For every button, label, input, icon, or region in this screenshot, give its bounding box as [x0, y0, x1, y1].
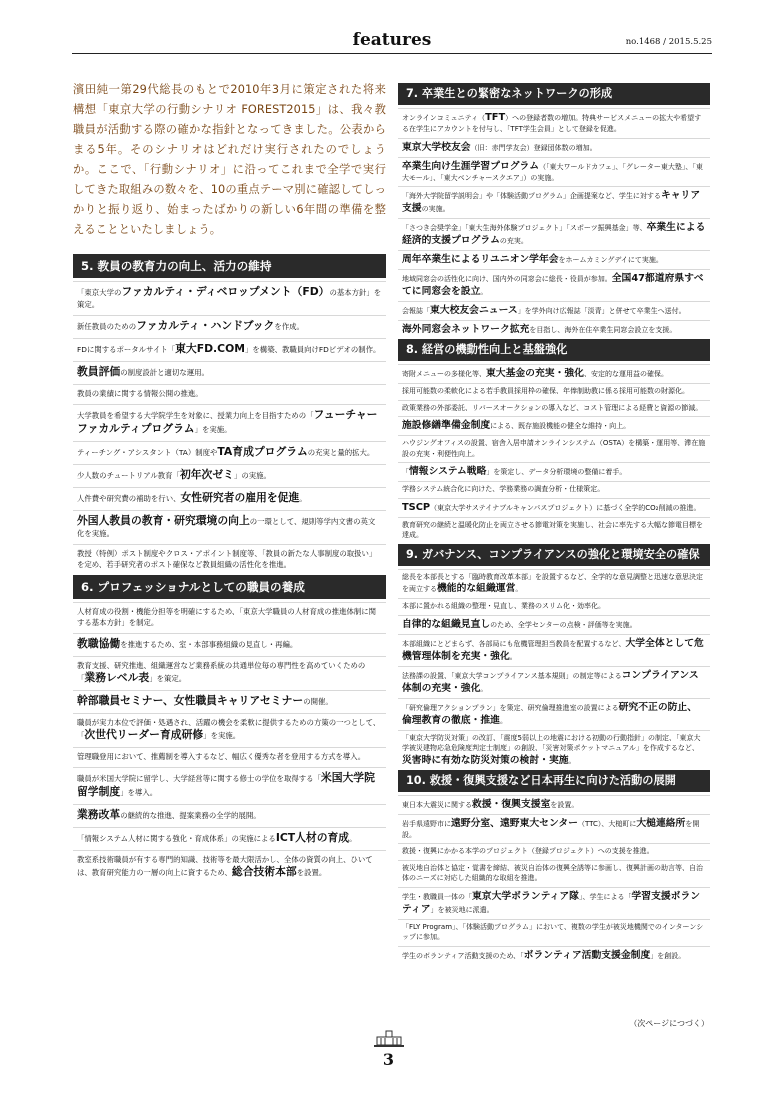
item-text: 教授（特例）ポスト制度やクロス・アポイント制度等、「教員の新たな人事制度の取扱い」を定め、若手研究者のポスト確保など教員組織の活性化を推進。 — [77, 549, 377, 569]
bullet-item — [73, 361, 386, 382]
bullet-item — [398, 269, 710, 300]
item-text: 本部組織にとどまらず、各部局にも危機管理担当教員を配置するなど、 — [402, 639, 626, 648]
item-text: 。 — [515, 585, 523, 593]
item-text: （TTC）、大槌町に — [577, 819, 637, 828]
item-text: 。 — [480, 288, 488, 296]
item-text: 被災地自治体と協定・覚書を締結、被災自治体の復興全誘等に参画し、復興計画の助言等、自治体のニーズに対応した組織的な取組を推進。 — [402, 863, 703, 882]
item-text: 教育支援、研究推進、組織運営など業務系統の共通単位毎の専門性を高めていくための「 — [77, 661, 366, 683]
item-highlight: 幹部職員セミナー、女性職員キャリアセミナー — [77, 694, 304, 707]
section-7 — [398, 83, 710, 338]
section-heading: 9. ガバナンス、コンプライアンスの強化と環境安全の確保 — [398, 544, 710, 566]
bullet-item — [398, 698, 710, 729]
item-highlight: キャリア支援 — [402, 190, 701, 214]
item-text: 政策業務の外部委託、リバースオークションの導入など、コスト管理による経費と資源の節減。 — [402, 403, 703, 412]
item-text: 学務システム統合化に向けた、学務業務の調査分析・仕様策定。 — [402, 485, 605, 493]
item-text: の一環として、規則等学内文書の英文化を実施。 — [77, 517, 376, 538]
item-highlight: 学習支援ボランティア — [402, 890, 701, 915]
bullet-item — [73, 441, 386, 462]
page-number: 3 — [382, 1050, 395, 1069]
page-footer — [0, 1028, 777, 1069]
bullet-item — [73, 804, 386, 825]
item-text: の基本方針」を策定。 — [77, 288, 382, 309]
item-text: （東京大学サステイナブルキャンパスプロジェクト）に基づく全学的CO₂削減の推進。 — [430, 503, 701, 512]
item-text: 。 — [480, 684, 488, 693]
bullet-item — [398, 435, 710, 461]
bullet-item — [73, 487, 386, 508]
bullet-item — [398, 887, 710, 918]
item-text: FDに関するポータルサイト「 — [77, 345, 176, 354]
item-highlight: 外国人教員の教育・研究環境の向上 — [77, 514, 250, 527]
item-text: 人材育成の役割・機能分担等を明確にするため、「東京大学職員の人材育成の推進体制に関する基本方針」を制定。 — [77, 607, 377, 627]
item-highlight: 次世代リーダー育成研修 — [84, 728, 204, 741]
item-text: を開設。 — [402, 819, 700, 839]
item-text: 「海外大学院留学説明会」や「体験活動プログラム」企画提案など、学生に対する — [402, 192, 661, 200]
item-text: 」を導入。 — [120, 788, 158, 797]
item-highlight: フューチャーファカルティプログラム — [77, 408, 378, 435]
item-highlight: 業務レベル表 — [84, 671, 150, 684]
bullet-item — [73, 602, 386, 631]
bullet-item — [73, 713, 386, 745]
continued-note: （次ページにつづく） — [629, 1019, 709, 1028]
bullet-item — [398, 186, 710, 217]
section-5 — [73, 254, 386, 573]
bullet-item — [398, 481, 710, 497]
bullet-item — [73, 690, 386, 711]
section-heading: 7. 卒業生との緊密なネットワークの形成 — [398, 83, 710, 105]
bullet-item — [398, 157, 710, 186]
item-highlight: 東大FD.COM — [175, 342, 246, 355]
item-highlight: TFT — [485, 112, 506, 123]
item-highlight: ボランティア活動支援金制度 — [523, 949, 651, 961]
item-text: 法務課の設置、「東京大学コンプライアンス基本規則」の制定等による — [402, 671, 622, 680]
item-text: （旧：赤門学友会）登録団体数の増加。 — [470, 143, 597, 152]
item-text: 職員が実力本位で評価・処遇され、活躍の機会を柔軟に提供するための方策の一つとして、「 — [77, 718, 381, 740]
bullet-item — [398, 634, 710, 665]
item-text: 」を被災地に派遣。 — [430, 905, 494, 914]
item-text: 。 — [499, 716, 507, 725]
bullet-item — [398, 919, 710, 945]
item-text: 。 — [568, 756, 576, 765]
item-highlight: 米国大学院留学制度 — [77, 771, 375, 798]
bullet-item — [73, 510, 386, 542]
section-8 — [398, 339, 710, 543]
item-text: 教室系技術職員が有する専門的知識、技術等を最大限活かし、全体の資質の向上、ひいては、教育研究能力の一層の向上に資するため、 — [77, 855, 373, 877]
item-highlight: 周年卒業生によるリユニオン学年会 — [402, 254, 559, 265]
item-highlight: 初年次ゼミ — [179, 468, 234, 481]
bullet-item — [73, 404, 386, 439]
item-text: 職員が米国大学院に留学し、大学経営等に関する修士の学位を取得する「 — [77, 774, 321, 783]
item-text: オンラインコミュニティ（ — [402, 114, 486, 122]
item-text: 岩手県遠野市に — [402, 819, 451, 828]
item-text: 」の実施。 — [233, 471, 271, 480]
item-text: 」、学生による「 — [578, 892, 632, 901]
item-text: 東日本大震災に関する — [402, 800, 472, 809]
bullet-item — [398, 462, 710, 480]
item-highlight: 大槌連絡所 — [636, 817, 686, 829]
bullet-item — [398, 814, 710, 843]
section-heading: 6. プロフェッショナルとしての職員の養成 — [73, 575, 386, 599]
item-highlight: TSCP — [402, 501, 431, 513]
item-highlight: 東京大学ボランティア隊 — [472, 890, 579, 902]
intro-paragraph: 濱田純一第29代総長のもとで2010年3月に策定された将来構想「東京大学の行動シナリオ FOREST2015」は、我々教職員が活動する際の確かな指針となってきました。公表からまる5年。そのシナリオはどれだけ実行されたのでしょうか。ここで、「行動シナリオ」に沿ってこれまで全学で実行してきた取組みの数々を、10の重点テーマ別に確認してしっかりと振り返り、始まったばかりの新しい6年間の準備を整えることといたしましょう。 — [73, 83, 386, 236]
bullet-item — [398, 383, 710, 399]
item-highlight: 総合技術本部 — [231, 865, 297, 878]
right-column — [398, 83, 710, 965]
bullet-item — [73, 850, 386, 882]
bullet-item — [398, 218, 710, 249]
item-text: 教員の業績に関する情報公開の推進。 — [77, 389, 203, 398]
bullet-item — [398, 666, 710, 697]
bullet-item — [398, 730, 710, 769]
item-text: （「東大ワールドカフェ」、「グレーター東大塾」、「東大モール」、「東大ベンチャースクエア」）の実施。 — [402, 162, 703, 182]
item-highlight: 海外同窓会ネットワーク拡充 — [402, 324, 530, 335]
item-highlight: 東大基金の充実・強化 — [486, 368, 584, 379]
item-text: 」を構築、教職員向けFDビデオの制作。 — [245, 345, 381, 354]
item-highlight: 東京大学校友会 — [402, 141, 471, 153]
item-text: 総長を本部長とする「臨時教育改革本部」を設置するなど、全学的な意見調整と迅速な意思決定を両立する — [402, 572, 703, 593]
bullet-item — [398, 795, 710, 813]
section-heading: 5. 教員の教育力の向上、活力の維持 — [73, 254, 386, 278]
item-text: 採用可能数の柔軟化による若手教員採用枠の確保、年俸制助教に係る採用可能数の財源化。 — [402, 387, 689, 395]
item-highlight: 情報システム戦略 — [409, 466, 487, 477]
item-text: 会報誌「 — [402, 307, 430, 315]
bullet-item — [398, 598, 710, 614]
item-text: 。 — [299, 494, 307, 503]
item-text: 救援・復興にかかる本学のプロジェクト（登録プロジェクト）への支援を推進。 — [402, 847, 654, 855]
bullet-item — [398, 400, 710, 416]
item-highlight: 卒業生向け生涯学習プログラム — [402, 160, 540, 172]
item-highlight: 卒業生による経済的支援プログラム — [402, 222, 706, 246]
bullet-item — [73, 384, 386, 402]
bullet-item — [73, 281, 386, 313]
bullet-item — [398, 843, 710, 859]
bullet-item — [398, 517, 710, 543]
item-text: 「東京大学の — [77, 288, 122, 297]
item-text: 学生のボランティア活動支援のため、「 — [402, 951, 524, 960]
item-text: の実施。 — [421, 205, 450, 213]
item-text: 」を策定し、データ分析環境の整備に着手。 — [486, 468, 627, 476]
item-highlight: ファカルティ・ハンドブック — [136, 319, 275, 332]
university-building-icon — [372, 1028, 406, 1048]
section-6 — [73, 575, 386, 882]
item-text: 」を実施。 — [194, 425, 232, 434]
item-highlight: 業務改革 — [77, 808, 121, 821]
bullet-item — [73, 315, 386, 336]
bullet-item — [73, 767, 386, 802]
header-rule — [72, 53, 712, 54]
item-highlight: 大学全体として危機管理体制を充実・強化 — [402, 637, 704, 662]
item-text: 」を策定。 — [149, 674, 187, 683]
bullet-item — [398, 615, 710, 633]
item-text: 管理職登用において、推薦制を導入するなど、幅広く優秀な者を登用する方式を導入。 — [77, 752, 366, 761]
item-text: ティーチング・アシスタント（TA）制度や — [77, 448, 218, 457]
item-text: 教育研究の継続と温暖化防止を両立させる節電対策を実施し、社会に率先する大幅な節電目標を達成。 — [402, 520, 703, 539]
item-text: 「東京大学防災対策」の改訂、「震度5弱以上の地震における初動の行動指針」の制定、「東京大学被災建物応急危険度判定士制度」の創設、「災害対策ポケットマニュアル」を作成するなど、 — [402, 733, 701, 752]
bullet-item — [398, 138, 710, 156]
item-text: 「さつき会奨学金」「東大生海外体験プロジェクト」「スポーツ振興基金」等、 — [402, 224, 647, 232]
item-highlight: TA育成プログラム — [217, 445, 308, 458]
item-text: 」を実施。 — [203, 731, 241, 740]
item-text: による、既存施設機能の健全な維持・向上。 — [490, 422, 631, 430]
bullet-item — [73, 464, 386, 485]
item-highlight: 教員評価 — [77, 365, 121, 378]
item-highlight: ファカルティ・ディベロップメント（FD） — [121, 285, 330, 298]
item-text: 「情報システム人材に関する強化・育成体系」の実施による — [77, 834, 276, 843]
bullet-item — [398, 416, 710, 434]
item-text: 、安定的な運用益の確保。 — [583, 370, 668, 378]
item-text: をホームカミングデイにて実施。 — [558, 256, 663, 264]
item-highlight: 東大校友会ニュース — [430, 305, 518, 316]
item-text: 地域同窓会の活性化に向け、国内外の同窓会に総長・役員が参加。 — [402, 275, 612, 283]
item-text: の充実と量的拡大。 — [307, 448, 375, 457]
item-text: 「 — [402, 468, 409, 476]
item-text: のため、全学センターの点検・評価等を実施。 — [490, 620, 637, 629]
item-text: ハウジングオフィスの設置、宿舎入居申請オンラインシステム（OSTA）を構築・運用等、滞在施設の充実・利便性向上。 — [402, 439, 706, 458]
item-text: の開催。 — [303, 697, 333, 706]
item-highlight: 女性研究者の雇用を促進 — [180, 491, 300, 504]
header-title: features — [352, 30, 432, 50]
section-heading: 10. 救援・復興支援など日本再生に向けた活動の展開 — [398, 770, 710, 792]
item-highlight: コンプライアンス体制の充実・強化 — [402, 669, 699, 694]
item-highlight: 教職協働 — [77, 637, 121, 650]
item-text: 大学教員を希望する大学院学生を対象に、授業力向上を目指すための「 — [77, 411, 314, 420]
item-highlight: 遠野分室、遠野東大センター — [451, 817, 578, 829]
bullet-item — [398, 364, 710, 382]
item-highlight: 救援・復興支援室 — [472, 798, 551, 810]
item-highlight: 自律的な組織見直し — [402, 618, 491, 630]
bullet-item — [398, 320, 710, 338]
page-header — [72, 30, 712, 60]
bullet-item — [398, 108, 710, 137]
item-text: を目指し、海外在住卒業生同窓会設立を支援。 — [529, 326, 677, 334]
item-text: 本部に置かれる組織の整理・見直し、業務のスリム化・効率化。 — [402, 602, 605, 610]
item-text: を設置。 — [296, 868, 327, 877]
item-highlight: 災害時に有効な防災対策の検討・実施 — [402, 754, 569, 766]
item-text: 「FLY Program」、「体験活動プログラム」において、複数の学生が被災地機関でのインターンシップに参加。 — [402, 922, 704, 941]
item-text: 寄附メニューの多様化等、 — [402, 370, 486, 378]
bullet-item — [398, 569, 710, 598]
item-text: 。 — [349, 834, 357, 843]
item-text: ）への登録者数の増加。特典サービスメニューの拡大や希望する在学生にアカウントを付与し、「TFT学生会員」として登録を促進。 — [402, 114, 702, 133]
bullet-item — [398, 860, 710, 886]
item-text: を作成。 — [274, 322, 304, 331]
item-highlight: 施設修繕準備金制度 — [402, 420, 491, 431]
section-10 — [398, 770, 710, 964]
item-text: 学生・教職員一体の「 — [402, 892, 472, 901]
item-text: 」を創設。 — [650, 951, 686, 960]
item-text: を推進するため、室・本部事務組織の見直し・再編。 — [120, 640, 298, 649]
item-text: 少人数のチュートリアル教育「 — [77, 471, 180, 480]
bullet-item — [73, 827, 386, 848]
item-text: を設置。 — [550, 800, 579, 809]
item-highlight: 全国47都道府県すべてに同窓会を設立 — [402, 273, 704, 297]
item-text: 人件費や研究費の補助を行い、 — [77, 494, 181, 503]
item-highlight: ICT人材の育成 — [275, 831, 350, 844]
bullet-item — [73, 633, 386, 654]
item-highlight: 研究不正の防止、倫理教育の徹底・推進 — [402, 701, 698, 726]
bullet-item — [73, 747, 386, 765]
bullet-item — [398, 301, 710, 319]
item-text: の継続的な推進、提案業務の全学的展開。 — [120, 811, 261, 820]
item-text: 新任教員のための — [77, 322, 137, 331]
item-text: の充実。 — [499, 237, 528, 245]
item-text: 。 — [509, 652, 517, 661]
item-text: 」を学外向け広報誌「淡青」と併せて卒業生へ送付。 — [517, 307, 686, 315]
item-text: 「研究倫理アクションプラン」を策定、研究倫理推進室の設置による — [402, 703, 619, 712]
section-9 — [398, 544, 710, 769]
bullet-item — [398, 250, 710, 268]
bullet-item — [398, 946, 710, 964]
item-highlight: 機能的な組織運営 — [437, 583, 516, 594]
left-column — [73, 80, 386, 884]
bullet-item — [73, 656, 386, 688]
bullet-item — [73, 338, 386, 359]
item-text: の制度設計と適切な運用。 — [120, 368, 209, 377]
issue-info: no.1468 / 2015.5.25 — [625, 37, 712, 47]
bullet-item — [398, 498, 710, 516]
section-heading: 8. 経営の機動性向上と基盤強化 — [398, 339, 710, 361]
bullet-item — [73, 544, 386, 573]
